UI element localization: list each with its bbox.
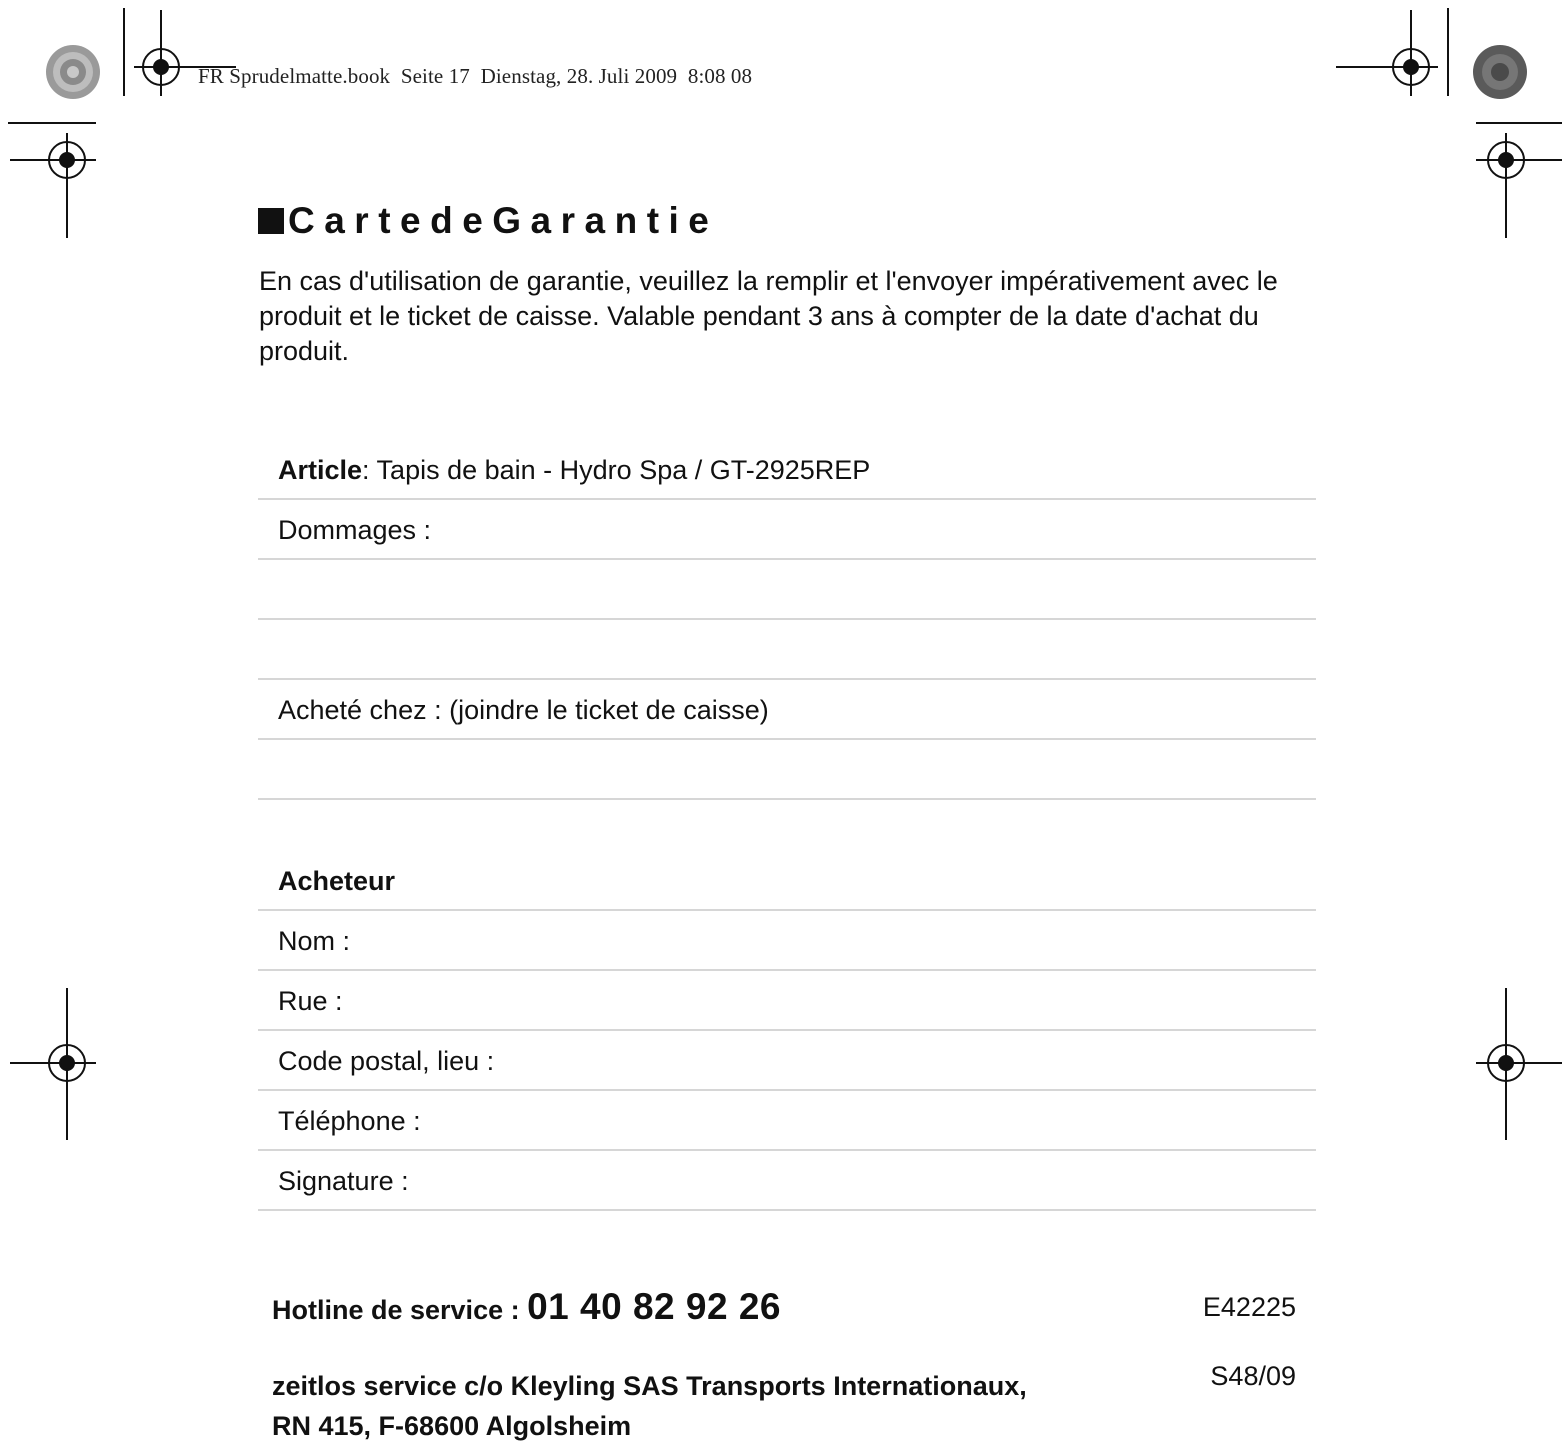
signature-row[interactable]	[258, 1151, 1316, 1211]
registration-crosshair-icon	[1336, 10, 1438, 96]
hotline-number: 01 40 82 92 26	[527, 1286, 781, 1327]
dommages-row[interactable]	[258, 500, 1316, 560]
dommages-label: Dommages :	[278, 515, 432, 545]
telephone-label: Téléphone :	[278, 1106, 421, 1136]
registration-crosshair-icon	[1476, 133, 1562, 238]
product-code: E42225	[1202, 1292, 1296, 1322]
telephone-row[interactable]	[258, 1091, 1316, 1151]
nom-label: Nom :	[278, 926, 351, 956]
square-bullet-icon	[258, 208, 284, 234]
page-title	[258, 200, 718, 242]
service-address	[272, 1366, 1027, 1446]
achete-row[interactable]	[258, 680, 1316, 740]
buyer-heading-row	[258, 851, 1316, 911]
article-form	[258, 440, 1316, 800]
code-postal-label: Code postal, lieu :	[278, 1046, 495, 1076]
article-row[interactable]	[258, 440, 1316, 500]
title-text: CartedeGarantie	[288, 200, 719, 241]
rue-label: Rue :	[278, 986, 343, 1016]
hotline-label: Hotline de service :	[272, 1295, 528, 1325]
buyer-heading: Acheteur	[278, 866, 396, 896]
print-slug-line: FR Sprudelmatte.book Seite 17 Dienstag, 28. Juli 2009 8:08 08	[198, 64, 753, 88]
batch-code: S48/09	[1210, 1361, 1296, 1391]
blank-line-row[interactable]	[258, 740, 1316, 800]
blank-line-row[interactable]	[258, 560, 1316, 620]
color-target-left-icon	[46, 45, 100, 99]
registration-crosshair-icon	[10, 133, 96, 238]
blank-line-row[interactable]	[258, 620, 1316, 680]
registration-crosshair-icon	[1476, 988, 1562, 1140]
address-line-2: RN 415, F-68600 Algolsheim	[272, 1411, 632, 1441]
achete-label: Acheté chez : (joindre le ticket de caisse)	[278, 695, 769, 725]
rue-row[interactable]	[258, 971, 1316, 1031]
service-hotline	[272, 1286, 781, 1328]
nom-row[interactable]	[258, 911, 1316, 971]
color-target-right-icon	[1473, 45, 1527, 99]
article-label-bold: Article	[278, 455, 363, 485]
code-postal-row[interactable]	[258, 1031, 1316, 1091]
article-label	[278, 455, 870, 486]
address-line-1: zeitlos service c/o Kleyling SAS Transports Internationaux,	[272, 1371, 1027, 1401]
article-value: : Tapis de bain - Hydro Spa / GT-2925REP	[362, 455, 871, 485]
signature-label: Signature :	[278, 1166, 409, 1196]
registration-crosshair-icon	[10, 988, 96, 1140]
intro-paragraph: En cas d'utilisation de garantie, veuillez la remplir et l'envoyer impérativement avec le produit et le ticket de caisse. Valable pendant 3 ans à compter de la date d'achat du produit.	[259, 266, 1278, 366]
buyer-form	[258, 851, 1316, 1211]
